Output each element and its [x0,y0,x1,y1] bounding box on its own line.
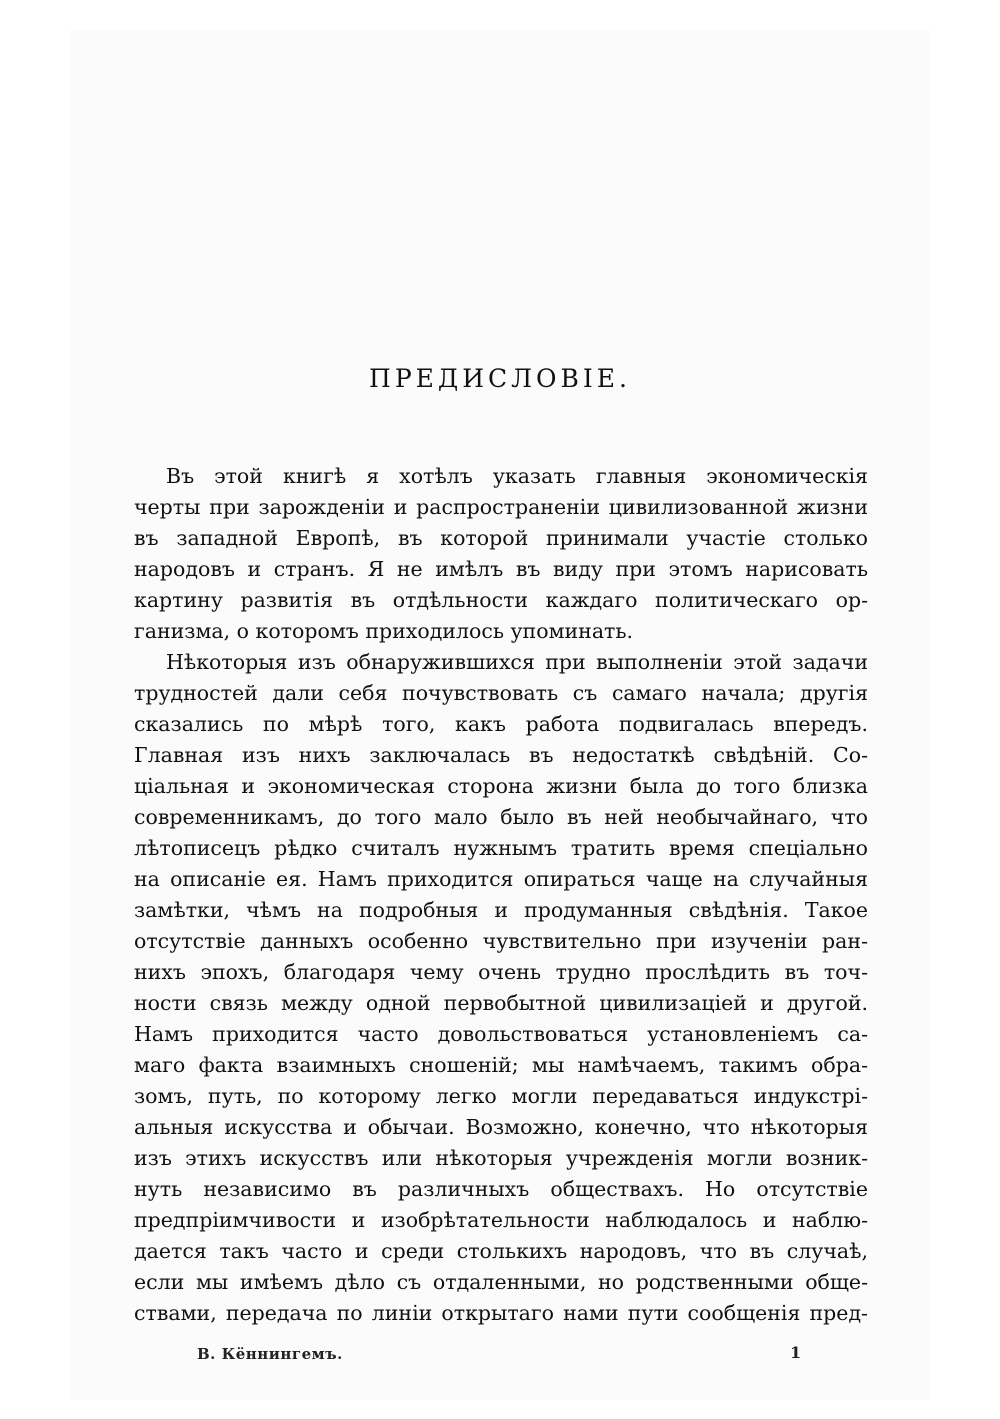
text-line: народовъ и странъ. Я не имѣлъ въ виду при этомъ нарисовать [134,557,868,581]
text-line: Главная изъ нихъ заключалась въ недостаткѣ свѣдѣній. Со- [134,743,868,767]
text-line: изъ этихъ искусствъ или нѣкоторыя учрежденія могли возник- [134,1146,868,1170]
text-line: трудностей дали себя почувствовать съ самаго начала; другія [134,681,868,705]
page-title: ПРЕДИСЛОВІЕ. [369,364,631,393]
text-line: сказались по мѣрѣ того, какъ работа подвигалась впередъ. [134,712,868,736]
text-line: въ западной Европѣ, въ которой принимали участіе столько [134,526,868,550]
text-line: маго факта взаимныхъ сношеній; мы намѣчаемъ, такимъ обра- [134,1053,868,1077]
text-line: альныя искусства и обычаи. Возможно, конечно, что нѣкоторыя [134,1115,868,1139]
text-line: ціальная и экономическая сторона жизни была до того близка [134,774,868,798]
text-line: ствами, передача по линіи открытаго нами пути сообщенія пред- [134,1301,868,1325]
text-line: Въ этой книгѣ я хотѣлъ указать главныя экономическія [166,464,868,488]
text-line: отсутствіе данныхъ особенно чувствительно при изученіи ран- [134,929,868,953]
text-line: черты при зарожденіи и распространеніи цивилизованной жизни [134,495,868,519]
text-line: нихъ эпохъ, благодаря чему очень трудно прослѣдить въ точ- [134,960,868,984]
text-line: лѣтописецъ рѣдко считалъ нужнымъ тратить время спеціально [134,836,868,860]
text-line: Нѣкоторыя изъ обнаружившихся при выполненіи этой задачи [166,650,868,674]
text-line: ганизма, о которомъ приходилось упоминать. [134,619,634,643]
text-line: замѣтки, чѣмъ на подробныя и продуманныя свѣдѣнія. Такое [134,898,868,922]
text-line: если мы имѣемъ дѣло съ отдаленными, но родственными обще- [134,1270,868,1294]
text-line: дается такъ часто и среди столькихъ народовъ, что въ случаѣ, [134,1239,868,1263]
text-line: ности связь между одной первобытной цивилизаціей и другой. [134,991,868,1015]
page-number: 1 [790,1343,802,1362]
text-line: картину развитія въ отдѣльности каждаго политическаго ор- [134,588,868,612]
text-line: зомъ, путь, по которому легко могли передаваться индукстрі- [134,1084,868,1108]
text-line: Намъ приходится часто довольствоваться установленіемъ са- [134,1022,868,1046]
text-line: на описаніе ея. Намъ приходится опираться чаще на случайныя [134,867,868,891]
signature-mark: В. Кённингемъ. [197,1345,343,1363]
text-line: современникамъ, до того мало было въ ней необычайнаго, что [134,805,868,829]
text-line: предпріимчивости и изобрѣтательности наблюдалось и наблю- [134,1208,868,1232]
text-line: нуть независимо въ различныхъ обществахъ. Но отсутствіе [134,1177,868,1201]
